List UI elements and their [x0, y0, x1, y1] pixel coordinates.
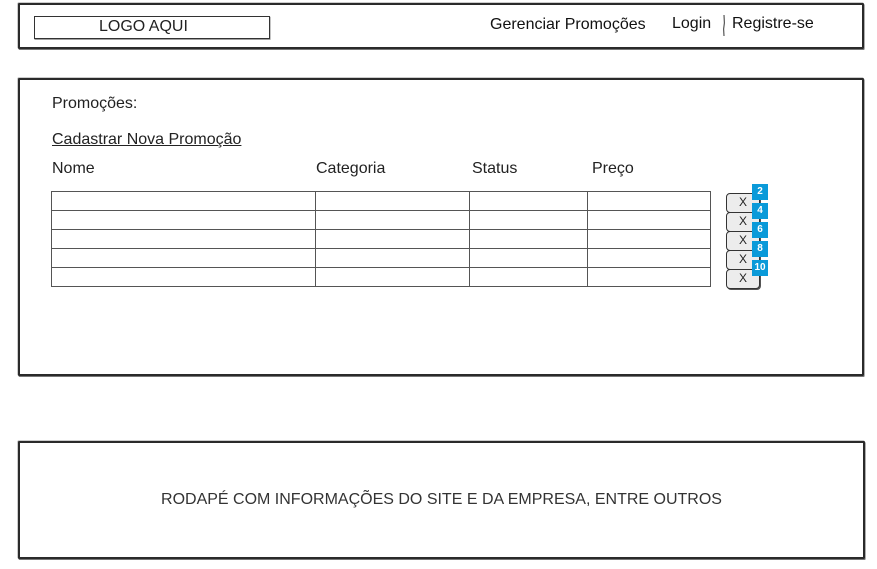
nav-separator [723, 15, 725, 36]
cell-category [316, 268, 470, 287]
delete-badge: 8 [752, 241, 768, 257]
table-row[interactable] [52, 268, 711, 287]
cell-category [316, 211, 470, 230]
cell-category [316, 230, 470, 249]
delete-button[interactable]: X [726, 269, 760, 289]
cell-status [470, 249, 588, 268]
cell-name [52, 268, 316, 287]
nav-login[interactable]: Login [672, 15, 712, 32]
column-header-status: Status [472, 160, 518, 177]
cell-name [52, 249, 316, 268]
delete-button[interactable]: X [726, 250, 760, 270]
delete-badge: 10 [752, 260, 768, 276]
cell-category [316, 192, 470, 211]
cell-status [470, 268, 588, 287]
cell-status [470, 230, 588, 249]
delete-button[interactable]: X [726, 231, 760, 251]
cell-name [52, 192, 316, 211]
promotions-panel [18, 78, 864, 376]
cell-price [588, 249, 711, 268]
new-promotion-link[interactable]: Cadastrar Nova Promoção [52, 131, 242, 148]
nav-register[interactable]: Registre-se [732, 15, 814, 32]
cell-name [52, 211, 316, 230]
footer [18, 441, 865, 559]
delete-badge: 4 [752, 203, 768, 219]
cell-status [470, 211, 588, 230]
cell-price [588, 211, 711, 230]
cell-status [470, 192, 588, 211]
cell-category [316, 249, 470, 268]
delete-badge: 6 [752, 222, 768, 238]
header-bar [18, 3, 864, 49]
table-row[interactable] [52, 230, 711, 249]
cell-name [52, 230, 316, 249]
delete-button[interactable]: X [726, 193, 760, 213]
column-header-name: Nome [52, 160, 95, 177]
cell-price [588, 268, 711, 287]
nav-manage-promotions[interactable]: Gerenciar Promoções [490, 16, 646, 33]
section-title: Promoções: [52, 95, 138, 112]
column-header-price: Preço [592, 160, 634, 177]
promotions-table [51, 191, 711, 287]
table-row[interactable] [52, 192, 711, 211]
cell-price [588, 230, 711, 249]
column-header-category: Categoria [316, 160, 386, 177]
logo[interactable]: LOGO AQUI [34, 16, 270, 39]
table-row[interactable] [52, 211, 711, 230]
footer-text: RODAPÉ COM INFORMAÇÕES DO SITE E DA EMPRESA, ENTRE OUTROS [161, 491, 722, 508]
table-row[interactable] [52, 249, 711, 268]
cell-price [588, 192, 711, 211]
delete-button[interactable]: X [726, 212, 760, 232]
delete-badge: 2 [752, 184, 768, 200]
